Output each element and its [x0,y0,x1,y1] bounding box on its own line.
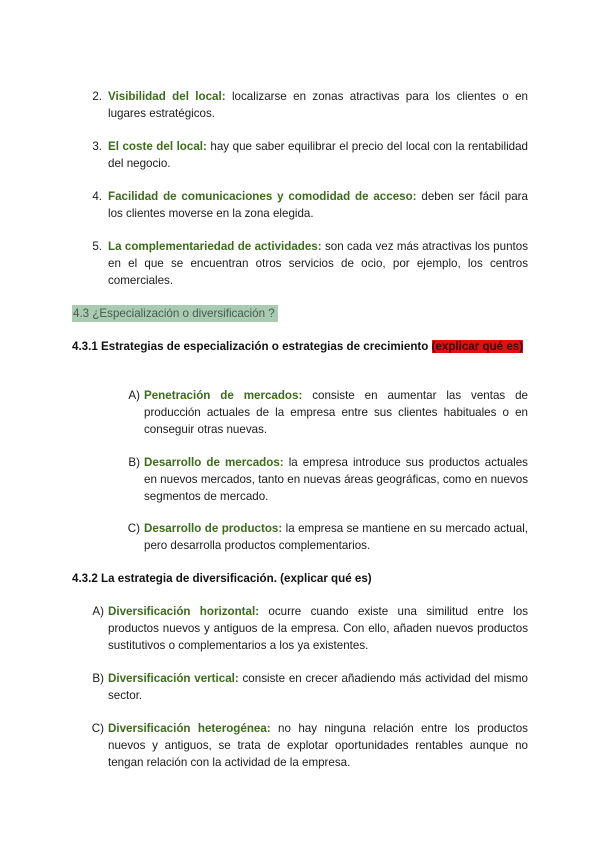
list-number: 4. [92,190,102,203]
list-item [92,238,528,289]
list-term: Facilidad de comunicaciones y comodidad de acceso: [108,190,417,203]
heading-text: 4.3.1 Estrategias de especialización o estrategias de crecimiento [72,340,432,353]
list-text: hay que saber equilibrar el precio del local con la rentabilidad del negocio. [108,140,528,170]
list-number: 5. [92,240,102,253]
list-text: consiste en crecer añadiendo más actividad del mismo sector. [108,672,528,702]
list-label: B) [92,672,104,685]
list-term: El coste del local: [108,140,207,153]
list-item [127,520,529,554]
list-text: son cada vez más atractivas los puntos en el que se encuentran otros servicios de ocio, por ejemplo, los centros comerciales. [108,240,528,287]
list-term: Visibilidad del local: [108,90,226,103]
list-label: A) [92,605,104,618]
list-text: deben ser fácil para los clientes moverse en la zona elegida. [108,190,528,220]
section-heading-4-3-2: 4.3.2 La estrategia de diversificación. (explicar qué es) [72,572,372,585]
list-item [91,720,528,771]
list-label: C) [127,522,140,535]
list-item [92,138,528,172]
list-term: Diversificación vertical: [108,672,239,685]
list-term: Desarrollo de productos: [144,522,283,535]
list-number: 3. [92,140,102,153]
list-item [92,188,528,222]
list-item [92,88,529,122]
list-term: Diversificación horizontal: [108,605,260,618]
list-label: A) [128,389,140,402]
highlight-note: (explicar qué es) [431,340,524,353]
list-text: la empresa se mantiene en su mercado actual, pero desarrolla productos complementarios. [144,522,529,552]
list-item [92,670,528,704]
list-label: B) [128,456,140,469]
list-term: La complementariedad de actividades: [108,240,322,253]
list-label: C) [91,722,104,735]
list-text: localizarse en zonas atractivas para los clientes o en lugares estratégicos. [108,90,529,120]
list-term: Diversificación heterogénea: [108,722,271,735]
list-number: 2. [92,90,102,103]
list-text: consiste en aumentar las ventas de producción actuales de la empresa entre sus clientes habituales o en conseguir otras nuevas. [144,389,528,436]
section-heading-4-3-1 [72,338,528,355]
list-term: Penetración de mercados: [144,389,303,402]
list-text: la empresa introduce sus productos actuales en nuevos mercados, tanto en nuevas áreas geográficas, como en nuevos segmentos de mercado. [144,456,528,503]
section-heading-4-3: 4.3 ¿Especialización o diversificación ? [72,305,278,322]
list-term: Desarrollo de mercados: [144,456,284,469]
list-text: ocurre cuando existe una similitud entre los productos nuevos y antiguos de la empresa. Con ello, añaden nuevos productos sustitutivos o complementarios a los ya existentes. [108,605,528,652]
list-item [128,454,528,505]
list-item [92,603,528,654]
list-text: no hay ninguna relación entre los productos nuevos y antiguos, se trata de explotar oportunidades rentables aunque no tengan relación con la actividad de la empresa. [108,722,528,769]
list-item [128,387,528,438]
